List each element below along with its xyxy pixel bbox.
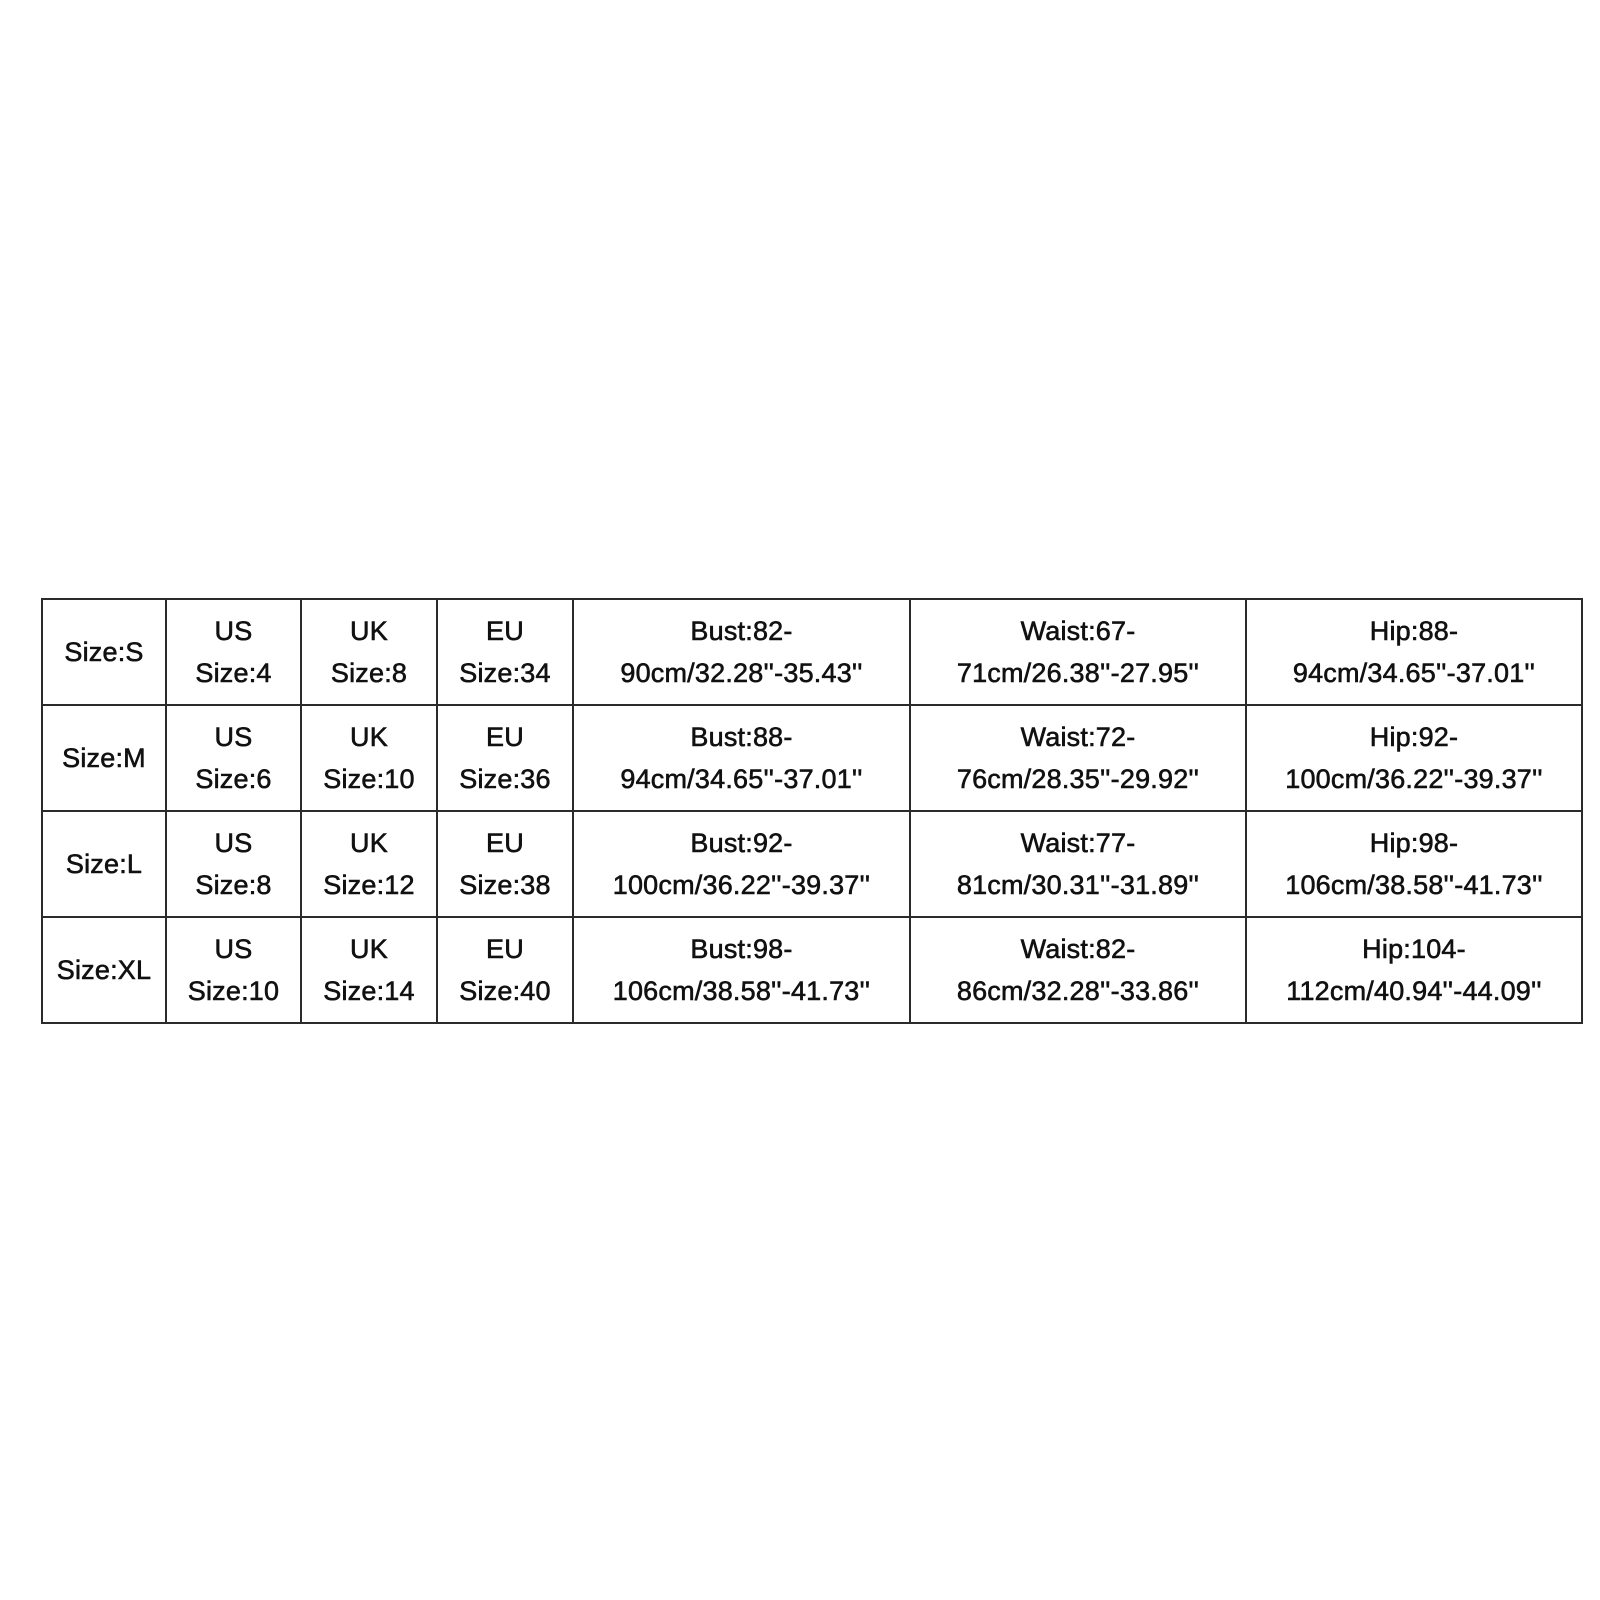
uk-size-value: Size:14 (323, 976, 415, 1006)
eu-size-value: Size:38 (459, 870, 551, 900)
waist-cell (910, 917, 1246, 1023)
hip-value: 106cm/38.58''-41.73'' (1285, 870, 1543, 900)
waist-cell (910, 811, 1246, 917)
bust-cell (573, 917, 910, 1023)
us-label: US (214, 934, 253, 964)
us-size-value: Size:8 (195, 870, 272, 900)
table-row (42, 599, 1582, 705)
hip-value: 94cm/34.65''-37.01'' (1292, 658, 1536, 688)
uk-size-value: Size:12 (323, 870, 415, 900)
uk-size-cell (301, 917, 437, 1023)
hip-value: 112cm/40.94''-44.09'' (1286, 976, 1542, 1006)
us-size-cell (166, 705, 301, 811)
bust-cell (573, 599, 910, 705)
eu-size-value: Size:34 (459, 658, 551, 688)
size-chart-table (41, 598, 1583, 1024)
us-size-cell (166, 811, 301, 917)
uk-size-cell (301, 705, 437, 811)
hip-value: 100cm/36.22''-39.37'' (1285, 764, 1543, 794)
hip-cell (1246, 599, 1582, 705)
table-row (42, 705, 1582, 811)
size-label-cell (42, 599, 166, 705)
bust-value: 94cm/34.65''-37.01'' (620, 764, 863, 794)
bust-label: Bust:82- (690, 616, 793, 646)
eu-label: EU (486, 722, 524, 752)
waist-value: 81cm/30.31''-31.89'' (956, 870, 1200, 900)
hip-cell (1246, 917, 1582, 1023)
uk-label: UK (350, 616, 388, 646)
waist-cell (910, 705, 1246, 811)
uk-size-cell (301, 811, 437, 917)
bust-cell (573, 705, 910, 811)
eu-size-cell (437, 917, 573, 1023)
waist-value: 76cm/28.35''-29.92'' (956, 764, 1200, 794)
size-label: Size:S (64, 637, 144, 667)
hip-cell (1246, 705, 1582, 811)
hip-label: Hip:104- (1362, 934, 1466, 964)
table-row (42, 917, 1582, 1023)
waist-label: Waist:77- (1020, 828, 1136, 858)
us-size-cell (166, 599, 301, 705)
hip-label: Hip:88- (1369, 616, 1459, 646)
us-label: US (214, 828, 253, 858)
waist-cell (910, 599, 1246, 705)
hip-label: Hip:92- (1369, 722, 1459, 752)
uk-label: UK (350, 828, 388, 858)
uk-label: UK (350, 934, 388, 964)
eu-size-cell (437, 811, 573, 917)
waist-value: 71cm/26.38''-27.95'' (956, 658, 1200, 688)
size-label-cell (42, 811, 166, 917)
eu-size-cell (437, 599, 573, 705)
size-label-cell (42, 917, 166, 1023)
bust-label: Bust:98- (690, 934, 793, 964)
hip-label: Hip:98- (1369, 828, 1459, 858)
eu-label: EU (486, 934, 524, 964)
uk-size-cell (301, 599, 437, 705)
us-label: US (214, 722, 253, 752)
eu-size-value: Size:40 (459, 976, 551, 1006)
us-size-value: Size:10 (187, 976, 280, 1006)
bust-value: 90cm/32.28''-35.43'' (620, 658, 863, 688)
size-label: Size:M (62, 743, 146, 773)
waist-label: Waist:72- (1020, 722, 1136, 752)
us-size-value: Size:4 (195, 658, 272, 688)
eu-size-cell (437, 705, 573, 811)
uk-label: UK (350, 722, 388, 752)
size-label-cell (42, 705, 166, 811)
hip-cell (1246, 811, 1582, 917)
bust-value: 106cm/38.58''-41.73'' (612, 976, 871, 1006)
bust-label: Bust:88- (690, 722, 793, 752)
waist-label: Waist:67- (1020, 616, 1136, 646)
eu-size-value: Size:36 (459, 764, 551, 794)
eu-label: EU (486, 616, 524, 646)
size-label: Size:XL (56, 955, 152, 985)
size-label: Size:L (65, 849, 143, 879)
us-label: US (214, 616, 253, 646)
us-size-cell (166, 917, 301, 1023)
bust-label: Bust:92- (690, 828, 793, 858)
bust-value: 100cm/36.22''-39.37'' (612, 870, 871, 900)
waist-label: Waist:82- (1020, 934, 1136, 964)
us-size-value: Size:6 (195, 764, 272, 794)
bust-cell (573, 811, 910, 917)
uk-size-value: Size:10 (323, 764, 415, 794)
waist-value: 86cm/32.28''-33.86'' (956, 976, 1200, 1006)
eu-label: EU (486, 828, 524, 858)
table-row (42, 811, 1582, 917)
uk-size-value: Size:8 (330, 658, 408, 688)
